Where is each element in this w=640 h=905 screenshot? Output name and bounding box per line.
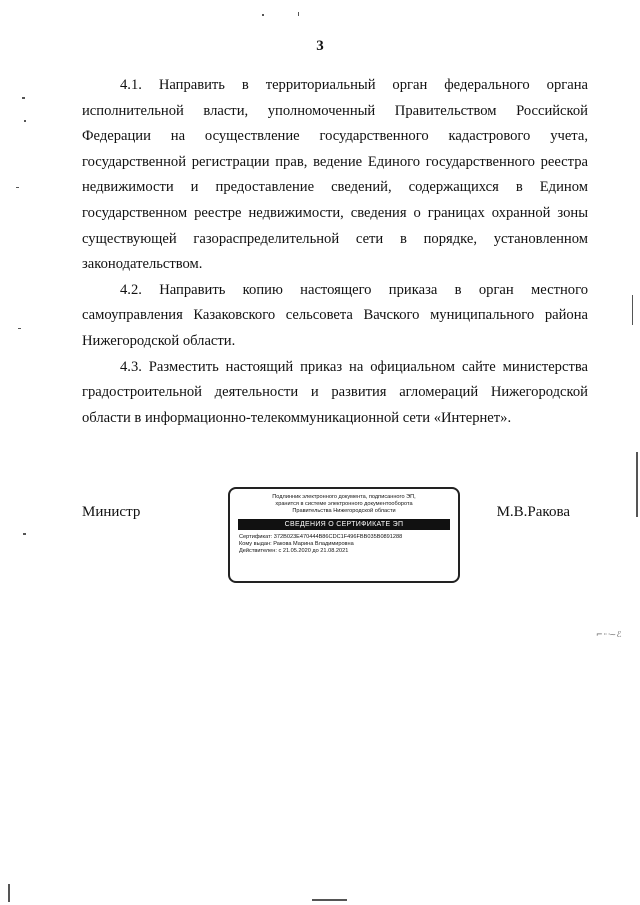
scan-mark — [16, 187, 19, 188]
stamp-notice — [230, 494, 458, 515]
scan-scribble: ⌐ ·· ·~ ℰ — [596, 630, 621, 639]
signature-block — [0, 487, 640, 587]
document-body — [82, 73, 588, 431]
stamp-details — [230, 534, 458, 556]
stamp-validity: Действителен: с 21.05.2020 до 21.08.2021 — [239, 548, 349, 555]
electronic-signature-stamp — [228, 487, 460, 583]
paragraph-4-1: 4.1. Направить в территориальный орган федерального органа исполнительной власти, уполномоченный Правительством Российской Федерации на осуществление государственного кадастрового учета, государственной регистрации прав, ведение Единого государственного реестра недвижимости и предоставление сведений, содержащихся в Едином государственном реестре недвижимости, сведения о границах охранной зоны существующей газораспределительной сети в порядке, установленном законодательством. — [82, 77, 588, 273]
stamp-certificate: Сертификат: 372B023E470444B86CDC1F496FBB035B0891288 — [239, 534, 403, 540]
scan-mark — [298, 12, 299, 16]
stamp-notice-line: хранится в системе электронного документооборота — [275, 501, 413, 507]
signatory-title: Министр — [82, 504, 141, 520]
stamp-header: СВЕДЕНИЯ О СЕРТИФИКАТЕ ЭП — [238, 519, 450, 530]
scan-mark — [24, 120, 26, 122]
stamp-issued-to: Кому выдан: Ракова Марина Владимировна — [239, 541, 354, 548]
page-number: 3 — [316, 38, 324, 54]
paragraph-4-3: 4.3. Разместить настоящий приказ на официальном сайте министерства градостроительной деятельности и развития агломераций Нижегородской области в информационно-телекоммуникационной сети «Интернет». — [82, 358, 588, 426]
scan-mark — [262, 14, 264, 16]
scan-mark — [23, 533, 26, 535]
paragraph-4-2: 4.2. Направить копию настоящего приказа в орган местного самоуправления Казаковского сельсовета Вачского муниципального района Нижегородской области. — [82, 281, 588, 349]
stamp-notice-line: Правительства Нижегородской области — [292, 508, 396, 514]
scan-mark — [18, 328, 21, 329]
scan-mark — [636, 452, 638, 517]
scan-mark — [8, 884, 10, 902]
scan-mark — [312, 899, 347, 901]
scan-mark — [22, 97, 25, 99]
signatory-name: М.В.Ракова — [496, 504, 570, 520]
scan-mark — [632, 295, 633, 325]
stamp-notice-line: Подлинник электронного документа, подписанного ЭП, — [272, 494, 416, 500]
